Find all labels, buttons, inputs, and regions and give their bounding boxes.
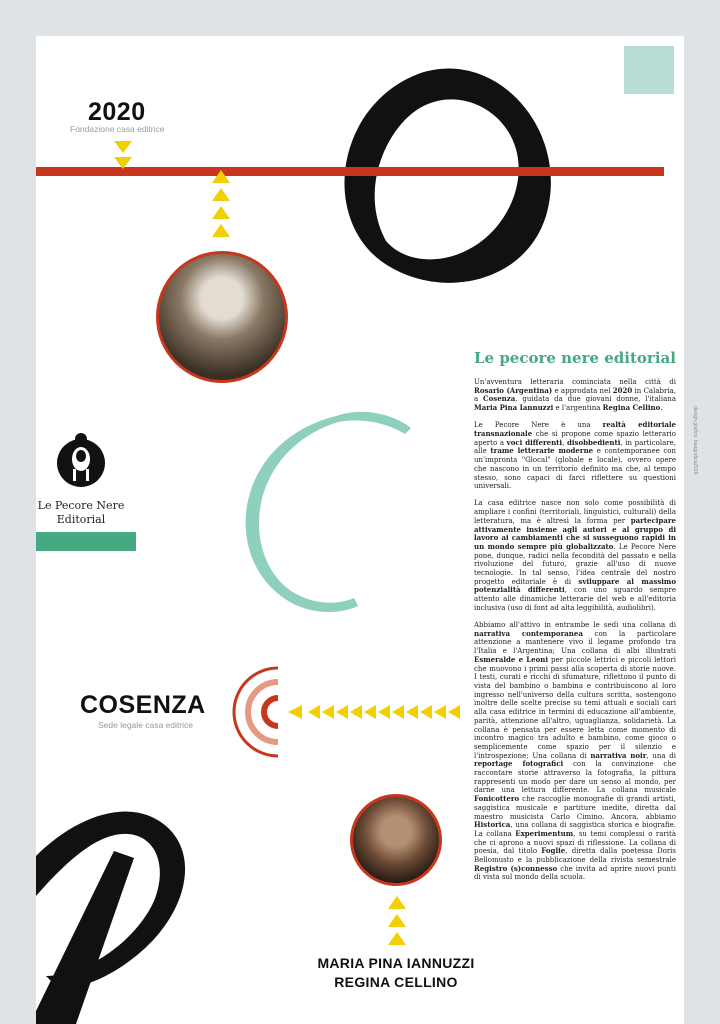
founders-photo <box>350 794 442 886</box>
poster-sheet <box>36 36 698 1024</box>
bold-text: Registro (s)connesso <box>474 863 558 873</box>
founder-names <box>286 954 506 992</box>
bold-text: partecipare attivamente insieme agli autori e al gruppo di lavoro ai cambiamenti che si susseguono rapidi in un mondo sempre più globalizzato <box>474 515 676 551</box>
bold-text: Foglie <box>541 846 566 856</box>
left-arrow-icon <box>286 703 466 723</box>
city-caption: Sede legale casa editrice <box>98 720 193 730</box>
green-bar <box>36 532 136 551</box>
publisher-logo <box>36 431 126 527</box>
bold-text: realtà editoriale transnazionale <box>474 420 676 439</box>
article-title: Le pecore nere editorial <box>474 349 676 367</box>
founder-name-2: REGINA CELLINO <box>334 974 458 990</box>
bold-text: Historica <box>474 820 511 830</box>
side-credit: design grafico: beagrafica2019 <box>692 406 698 475</box>
bold-text: Rosario (Argentina) <box>474 385 553 395</box>
city-name: COSENZA <box>80 691 206 719</box>
bold-text: narrativa contemporanea <box>474 628 583 638</box>
bold-text: Cosenza <box>483 394 516 404</box>
bold-text: Regina Cellino <box>602 403 661 413</box>
up-arrow-icon <box>210 168 232 242</box>
target-arcs-icon <box>228 664 284 760</box>
timeline-year-caption: Fondazione casa editrice <box>70 124 165 134</box>
article-paragraph: La casa editrice nasce non solo come possibilità di ampliare i confini (territoriali, linguistici, culturali) della letteratura, ma è altresì la forma per partecipare attivamente insieme agli autori e al gruppo di lavoro ai cambiamenti che si susseguono rapidi in un mondo sempre più globalizzato. Le Pecore Nere pone, dunque, radici nella fecondità del passato e nella rivoluzione del futuro, grazie all'uso di nuove tecnologie. In tal senso, l'idea centrale del nostro progetto editoriale è di sviluppare al massimo potenzialità differenti, con uno sguardo sempre attento alle dinamiche letterarie del web e all'editoria inclusiva (uso di font ad alta leggibilità, audiolibri). <box>474 499 676 612</box>
bold-text: narrativa noir <box>590 750 647 760</box>
article-paragraph: Le Pecore Nere è una realtà editoriale transnazionale che si propone come spazio letterario aperto a voci differenti, disobbedienti, in particolare, alle trame letterarie moderne e contemporanee con un'impronta "Glocal" (globale e locale), ovvero opere che nascono in un territorio definito ma che, al tempo stesso, sono capaci di farci riflettere su questioni universali. <box>474 420 676 491</box>
bold-text: Esmeralde e Leoni <box>474 654 549 664</box>
logo-line1: Le Pecore Nere <box>37 499 125 512</box>
up-arrow-icon <box>386 894 408 950</box>
letter-q-shape <box>246 412 411 612</box>
bold-text: voci differenti <box>506 437 563 447</box>
article-paragraph: Un'avventura letteraria cominciata nella città di Rosario (Argentina) e approdata nel 2020 in Calabria, a Cosenza, guidata da due giovani donne, l'italiana Maria Pina Iannuzzi e l'argentina Regina Cellino. <box>474 378 676 413</box>
bold-text: 2020 <box>612 385 633 395</box>
presentation-photo <box>156 251 288 383</box>
article-body <box>474 378 676 891</box>
bold-text: Maria Pina Iannuzzi <box>474 403 554 413</box>
bold-text: Experimentum <box>515 828 574 838</box>
bold-text: disobbedienti <box>566 437 621 447</box>
down-arrow-icon <box>112 139 134 177</box>
bold-text: reportage fotografici <box>474 759 564 769</box>
logo-line2: Editorial <box>56 513 106 526</box>
timeline-year: 2020 <box>88 98 146 126</box>
bold-text: Fonicottero <box>474 794 520 804</box>
founder-name-1: MARIA PINA IANNUZZI <box>317 955 475 971</box>
bold-text: sviluppare al massimo potenzialità differenti <box>474 576 676 595</box>
green-square <box>624 46 674 94</box>
article-paragraph: Abbiamo all'attivo in entrambe le sedi una collana di narrativa contemporanea con la particolare attenzione a mantenere vivo il legame profondo tra l'Italia e l'Argentina; Una collana di albi illustrati Esmeralde e Leoni per piccole lettrici e piccoli lettori che muovono i primi passi alla scoperta di storie nuove. I testi, curati e ricchi di sfumature, riflettono il punto di vista del bambino o bambina e contribuiscono al loro ingresso nell'universo della cultura scritta, sostengono inoltre delle scelte precise su temi attuali e sociali cari alla casa editrice in termini di educazione all'ambiente, parità, attenzione all'altro, uguaglianza, solidarietà. La collana è pensata per essere letta come momento di incontro magico tra adulto e bambino, come gioco o semplicemente come spazio per il silenzio e l'introspezione; Una collana di narrativa noir, una di reportage fotografici con la convinzione che raccontare storie attraverso la fotografia, la pittura rappresenti un modo per dare un senso al mondo, per darne una lettura differente. La collana musicale Fonicottero che raccoglie monografie di grandi artisti, saggistica musicale e partiture inedite, diretta dal maestro musicista Carlo Cimino. Ancora, abbiamo Historica, una collana di saggistica storica e biografie. La collana Experimentum, su temi complessi o rarità che ci aprono a nuovi spazi di riflessione. La collana di poesia, dal titolo Foglie, diretta dalla poetessa Doris Bellomusto e la pubblicazione della rivista semestrale Registro (s)connesso che invita ad aprire nuovi punti di vista sul mondo della scuola. <box>474 621 676 882</box>
black-sheep-icon <box>55 431 107 491</box>
bold-text: trame letterarie moderne <box>490 446 594 456</box>
